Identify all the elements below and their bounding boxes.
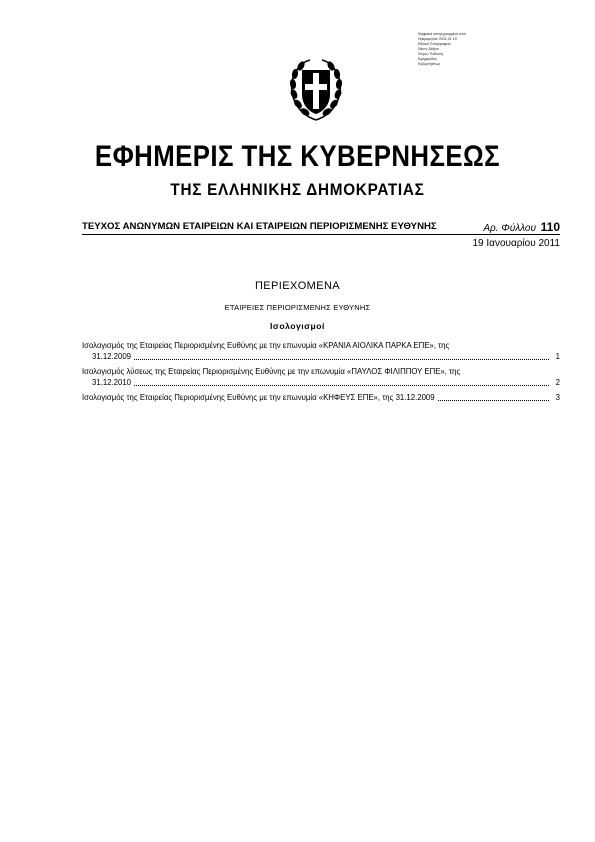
section-heading: ΕΤΑΙΡΕΙΕΣ ΠΕΡΙΟΡΙΣΜΕΝΗΣ ΕΥΘΥΝΗΣ (224, 303, 371, 312)
toc-page-number: 2 (555, 378, 560, 387)
dot-leader (438, 400, 549, 401)
gazette-subtitle: ΤΗΣ ΕΛΛΗΝΙΚΗΣ ΔΗΜΟΚΡΑΤΙΑΣ (170, 180, 425, 199)
issue-type: ΤΕΥΧΟΣ ΑΝΩΝΥΜΩΝ ΕΤΑΙΡΕΙΩΝ ΚΑΙ ΕΤΑΙΡΕΙΩΝ ΠΕΡΙΟΡΙΣΜΕΝΗΣ ΕΥΘΥΝΗΣ (82, 221, 437, 232)
sheet-label: Αρ. Φύλλου (483, 223, 536, 234)
toc-entry-text: Ισολογισμός λύσεως της Εταιρείας Περιορισμένης Ευθύνης με την επωνυμία «ΠΑΥΛΟΣ ΦΙΛΙΠΠΟΥ ΕΠΕ», της (82, 367, 461, 376)
table-of-contents (82, 340, 560, 407)
issue-date: 19 Ιανουαρίου 2011 (472, 238, 560, 249)
header-divider (82, 234, 560, 235)
toc-page-number: 1 (555, 352, 560, 361)
sheet-number: 110 (540, 220, 560, 234)
dot-leader (134, 359, 549, 360)
toc-entry[interactable] (82, 366, 560, 388)
toc-page-number: 3 (555, 393, 560, 402)
toc-entry-text: Ισολογισμός της Εταιρείας Περιορισμένης Ευθύνης με την επωνυμία «ΚΗΦΕΥΣ ΕΠΕ», της 31.12.2009 (82, 393, 435, 402)
toc-entry-date: 31.12.2010 (92, 378, 132, 387)
subsection-heading: Ισολογισμοί (270, 321, 325, 331)
toc-entry-date: 31.12.2009 (92, 352, 132, 361)
signature-line: Εθνικό Τυπογραφείο (418, 42, 451, 46)
toc-entry[interactable] (82, 340, 560, 362)
dot-leader (134, 385, 549, 386)
signature-line: Θέση: Αθήνα (418, 47, 439, 51)
signature-line: Κυβερνήσεως (418, 62, 441, 66)
signature-line: Εφημερίδας (418, 57, 438, 61)
toc-entry[interactable] (82, 392, 560, 403)
signature-line: Λόγος: Έκδοση (418, 52, 443, 56)
signature-line: Ημερομηνία: 2011.01.19 (418, 37, 457, 41)
digital-signature-block (418, 32, 528, 67)
gazette-title: ΕΦΗΜΕΡΙΣ ΤΗΣ ΚΥΒΕΡΝΗΣΕΩΣ (94, 140, 501, 173)
issue-header (82, 220, 560, 234)
contents-heading: ΠΕΡΙΕΧΟΜΕΝΑ (254, 280, 341, 292)
signature-line: Ψηφιακά υπογεγραμμένο από (418, 32, 466, 36)
sheet-number-label (483, 220, 560, 234)
toc-entry-text: Ισολογισμός της Εταιρείας Περιορισμένης Ευθύνης με την επωνυμία «ΚΡΑΝΙΑ ΑΙΟΛΙΚΑ ΠΑΡΚΑ ΕΠΕ», της (82, 341, 450, 350)
coat-of-arms-icon (284, 56, 348, 124)
